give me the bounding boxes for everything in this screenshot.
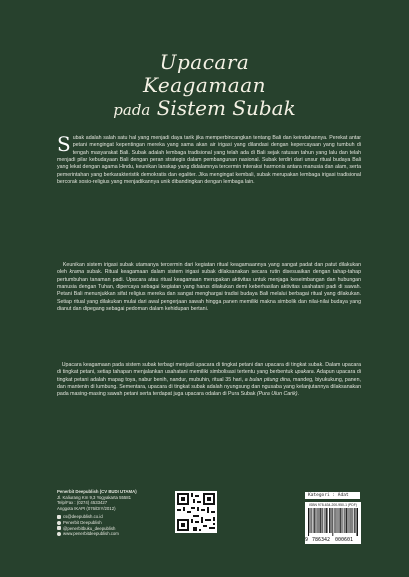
- qr-code-graphic: [175, 491, 217, 533]
- paragraph-2: [57, 262, 361, 313]
- paragraph-3: [57, 362, 361, 399]
- publisher-web[interactable]: www.penerbitdeepublish.com: [63, 531, 119, 537]
- barcode-first-digit: 9: [305, 537, 309, 543]
- publisher-address: Jl. Kaliurang Km 9,3 Yogyakarta 55581: [57, 494, 132, 500]
- barcode-right-digits: 000601: [335, 537, 354, 543]
- isbn-text: ISBN 978-634-200-950-1 (PDF): [309, 503, 357, 507]
- publisher-member: Anggota IKAPI (076/DIY/2012): [57, 505, 116, 511]
- p3-part-b: . Adapun upacara di tingkat petani adalah mapag toya, nabur benih, nandur, mubuhin, ritual 35 hari,: [57, 369, 361, 383]
- title-prefix: pada: [113, 101, 151, 119]
- isbn-barcode: [305, 502, 361, 544]
- publisher-facebook[interactable]: Penerbit Deepublish: [63, 519, 102, 525]
- publisher-instagram[interactable]: @penerbitbuku_deepublish: [63, 525, 116, 531]
- facebook-icon: [57, 521, 61, 525]
- publisher-name: Penerbit Deepublish (CV BUDI UTAMA): [57, 489, 137, 494]
- web-row: [57, 531, 137, 537]
- title-main: Sistem Subak: [156, 96, 296, 120]
- title-line-3: [0, 96, 409, 120]
- paragraph-1: [57, 132, 361, 186]
- publisher-email[interactable]: cs@deepublish.co.id: [63, 514, 103, 520]
- instagram-icon: [57, 526, 61, 530]
- p3-part-c: , mandeg, biyukukung, panen, dan mantenin di lumbung. Sementara, upacara di tingkat subak adalah nyungsung dan ngusaba yang kelanjutannya dilaksanakan pada masing-masing sawah petani serta terdapat juga upacara odalan di Pura Subak: [57, 376, 361, 398]
- title-line-1: Upacara: [159, 50, 250, 74]
- category-label: Kategori : Adat: [305, 492, 360, 499]
- p3-emphasis-3: (Pura Ulun Carik): [256, 391, 298, 398]
- p3-emphasis-1: upakara: [294, 369, 314, 376]
- qr-code[interactable]: [175, 491, 217, 533]
- p3-emphasis-2: a bulan pitung dina: [244, 376, 290, 383]
- p2-emphasis: krama: [69, 269, 85, 276]
- publisher-phone: Telp/Fax : (0274) 4533427: [57, 500, 108, 506]
- drop-cap: S: [57, 132, 71, 156]
- p2-part-a: Keunikan sistem irigasi subak utamanya tercermin dari kegiatan ritual keagamaannya yang sangat padat dan patut dilakukan oleh: [57, 262, 361, 276]
- publisher-block: [57, 489, 137, 537]
- p3-part-a: Upacara keagamaan pada sistem subak terbagi menjadi upacara di tingkat petani dan upacara di tingkat subak. Dalam upacara di tingkat petani, setiap tahapan menjalankan usahatani memiliki simbolisasi tertentu yang berbentuk: [57, 362, 361, 376]
- barcode-bars: [308, 508, 358, 536]
- barcode-left-digits: 786342: [312, 537, 331, 543]
- p3-part-d: .: [297, 391, 299, 398]
- title-line-2: Keagamaan: [142, 73, 267, 97]
- paragraph-1-text: ubak adalah salah satu hal yang menjadi daya tarik jika memperbincangkan tentang Bali dan keindahannya. Perekat antar petani mengingat kepentingan mereka yang sama akan air irigasi yang dilandasi dengan kepercayaan yang tumbuh di tengah masyarakat Bali. Subak adalah lembaga tradisional yang telah ada di Bali sejak ratusan tahun yang lalu dan telah menjadi pilar kebudayaan Bali dengan peran strategis dalam pembangunan nasional. Subak terdiri dari unsur ritual budaya Bali yang lekat dengan agama Hindu, keunikan lanskap yang didalamnya tercermin interaksi harmonis antara manusia dan alam, serta pemerintahan yang berkarakteristik demokratis dan egaliter. Jika mengingat kembali, subak merupakan lembaga irigasi tradisional bercorak sosio-religius yang menjadikannya unik dibandingkan dengan lembaga lain.: [57, 135, 361, 186]
- p2-part-b: subak. Ritual keagamaan dalam sistem irigasi subak dilaksanakan secara rutin disesuaikan dengan tahap-tahap pertumbuhan tanaman padi. Upacara atau ritual keagamaan merupakan aktivitas untuk menjaga keseimbangan dan hubungan manusia dengan Tuhan, dipercaya sebagai kegiatan yang harus dilakukan demi keberhasilan aktivitas usahatani padi di sawah. Petani Bali menunjukkan sifat religius mereka dan sangat menghargai tradisi budaya Bali melalui berbagai ritual yang dilakukan. Setiap ritual yang dilakukan mulai dari awal pengerjaan sawah hingga panen memiliki makna simbolik dan nilai-nilai budaya yang dianut dan dipegang sebagai pedoman dalam kehidupan bertani.: [57, 269, 361, 313]
- email-icon: [57, 515, 61, 519]
- globe-icon: [57, 532, 61, 536]
